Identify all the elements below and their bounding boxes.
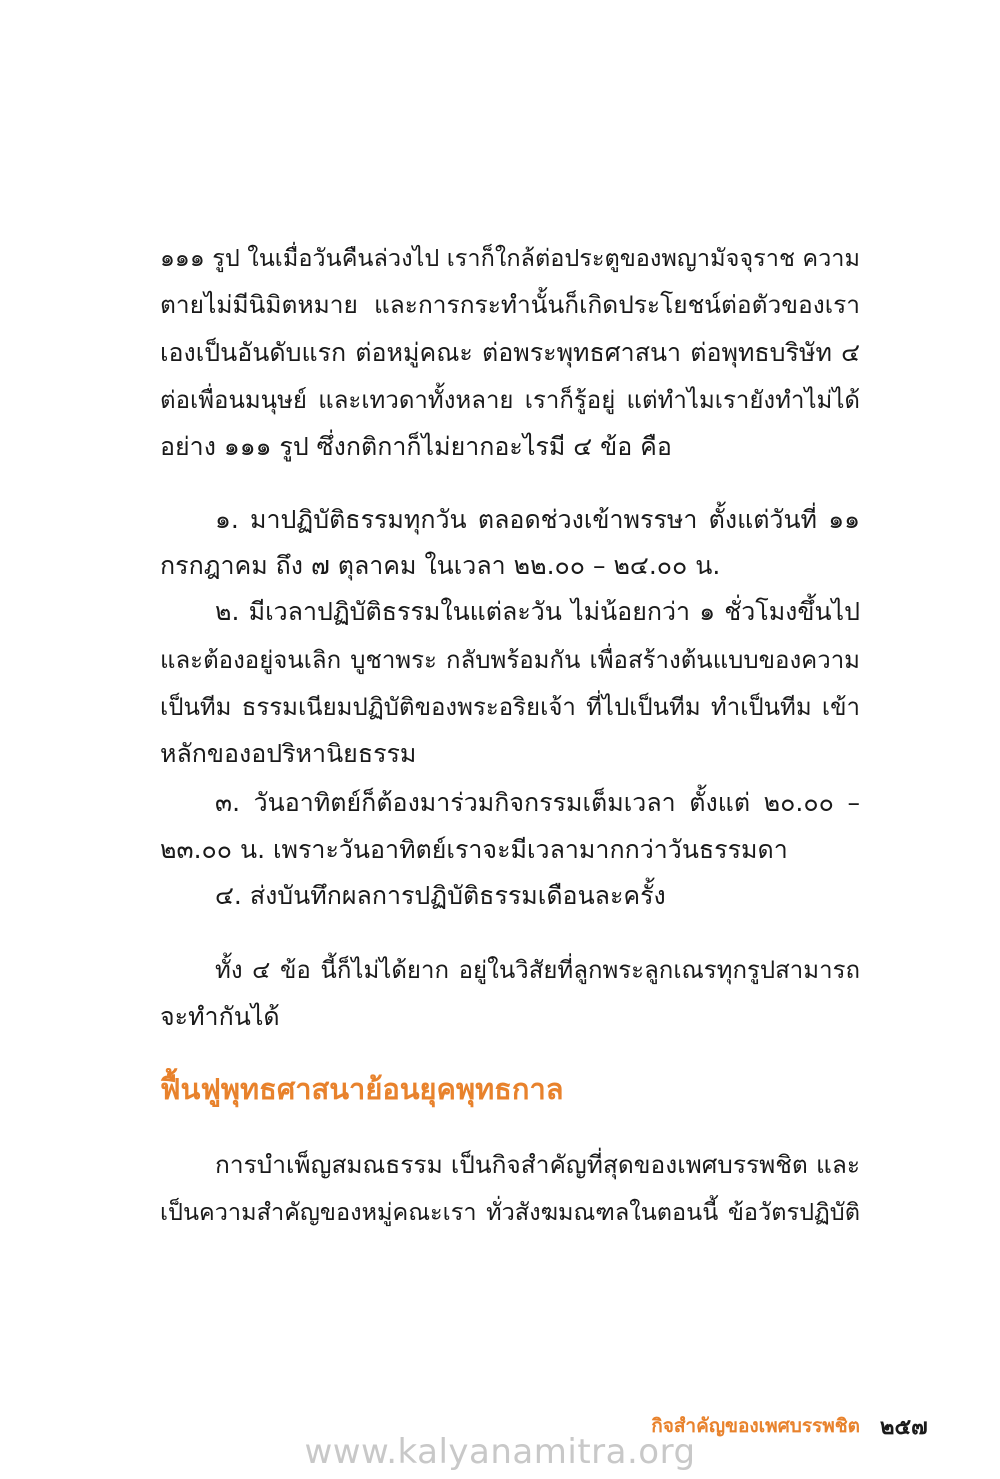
rule-item-2: ๒. มีเวลาปฏิบัติธรรมในแต่ละวัน ไม่น้อยกว่า ๑ ชั่วโมงขึ้นไป	[215, 597, 860, 626]
paragraph-line: การบำเพ็ญสมณธรรม เป็นกิจสำคัญที่สุดของเพศบรรพชิต และ	[215, 1150, 860, 1179]
paragraph-line: ทั้ง ๔ ข้อ นี้ก็ไม่ได้ยาก อยู่ในวิสัยที่ลูกพระลูกเณรทุกรูปสามารถ	[215, 956, 860, 984]
paragraph-line: เป็นความสำคัญของหมู่คณะเรา ทั่วสังฆมณฑลในตอนนี้ ข้อวัตรปฏิบัติ	[160, 1198, 860, 1226]
rule-item-2-cont: เป็นทีม ธรรมเนียมปฏิบัติของพระอริยเจ้า ที่ไปเป็นทีม ทำเป็นทีม เข้า	[160, 693, 860, 721]
rule-item-1: ๑. มาปฏิบัติธรรมทุกวัน ตลอดช่วงเข้าพรรษา ตั้งแต่วันที่ ๑๑	[215, 505, 860, 534]
rule-item-3: ๓. วันอาทิตย์ก็ต้องมาร่วมกิจกรรมเต็มเวลา ตั้งแต่ ๒๐.๐๐ –	[215, 788, 860, 817]
rule-item-2-cont: หลักของอปริหานิยธรรม	[160, 739, 417, 768]
running-footer-title: กิจสำคัญของเพศบรรพชิต	[651, 1415, 860, 1437]
rule-item-3-cont: ๒๓.๐๐ น. เพราะวันอาทิตย์เราจะมีเวลามากกว่าวันธรรมดา	[160, 835, 788, 864]
section-heading: ฟื้นฟูพุทธศาสนาย้อนยุคพุทธกาล	[160, 1072, 564, 1106]
rule-item-4: ๔. ส่งบันทึกผลการปฏิบัติธรรมเดือนละครั้ง	[215, 881, 666, 910]
paragraph-line: เองเป็นอันดับแรก ต่อหมู่คณะ ต่อพระพุทธศาสนา ต่อพุทธบริษัท ๔	[160, 338, 860, 367]
paragraph-line: ๑๑๑ รูป ในเมื่อวันคืนล่วงไป เราก็ใกล้ต่อประตูของพญามัจจุราช ความ	[160, 244, 860, 272]
paragraph-line: อย่าง ๑๑๑ รูป ซึ่งกติกาก็ไม่ยากอะไรมี ๔ ข้อ คือ	[160, 432, 672, 461]
page-number: ๒๕๗	[880, 1415, 928, 1440]
rule-item-1-cont: กรกฎาคม ถึง ๗ ตุลาคม ในเวลา ๒๒.๐๐ – ๒๔.๐๐ น.	[160, 551, 721, 580]
paragraph-line: จะทำกันได้	[160, 1002, 280, 1031]
rule-item-2-cont: และต้องอยู่จนเลิก บูชาพระ กลับพร้อมกัน เพื่อสร้างต้นแบบของความ	[160, 646, 860, 674]
paragraph-line: ต่อเพื่อนมนุษย์ และเทวดาทั้งหลาย เราก็รู้อยู่ แต่ทำไมเรายังทำไม่ได้	[160, 386, 860, 414]
watermark: www.kalyanamitra.org	[304, 1432, 696, 1472]
paragraph-line: ตายไม่มีนิมิตหมาย และการกระทำนั้นก็เกิดประโยชน์ต่อตัวของเรา	[160, 290, 860, 319]
